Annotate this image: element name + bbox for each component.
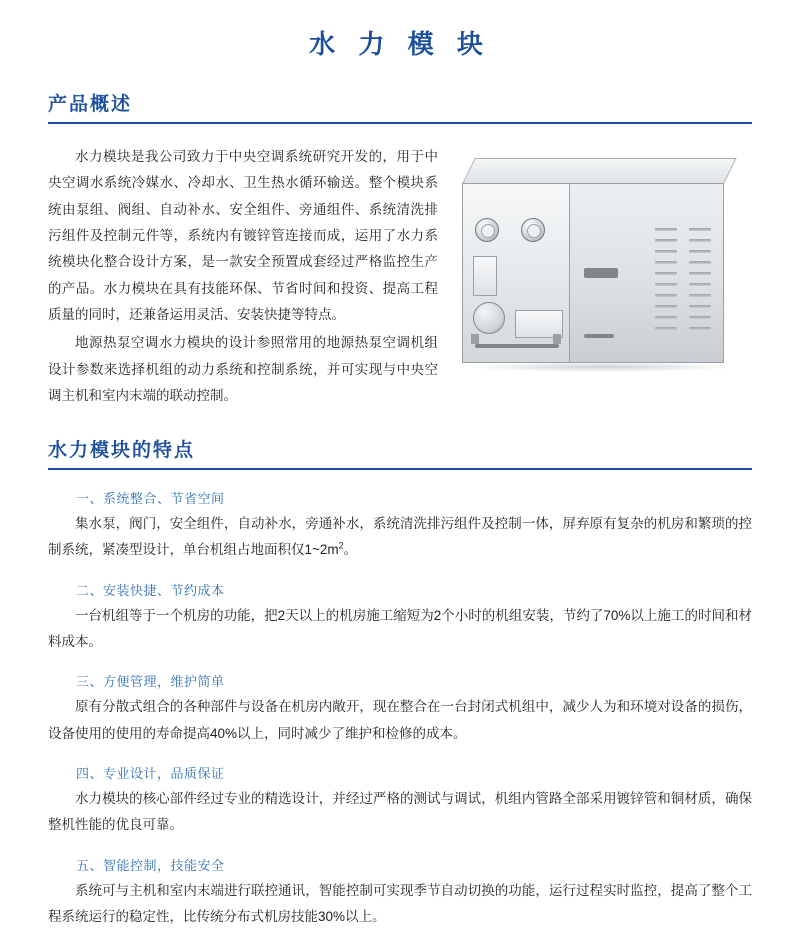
overview-paragraph-1: 水力模块是我公司致力于中央空调系统研究开发的，用于中央空调水系统冷媒水、冷却水、卫生热水循环输送。整个模块系统由泵组、阀组、自动补水、安全组件、旁通组件、系统清洗排污组件及控制元件等，系统内有镀锌管连接而成，运用了水力系统模块化整合设计方案，是一款安全预置成套经过严格监控生产的产品。水力模块在具有技能环保、节省时间和投资、提高工程质量的同时，还兼备运用灵活、安装快捷等特点。 [48,149,438,322]
feature-item [48,580,752,656]
feature-body-text: 水力模块的核心部件经过专业的精选设计，并经过严格的测试与调试，机组内管路全部采用镀锌管和铜材质，确保整机性能的优良可靠。 [48,791,752,833]
side-vent-slot [584,334,614,338]
feature-body [48,511,752,564]
control-panel-box [473,256,497,296]
machine-shadow [470,362,732,372]
machine-top-panel [462,158,737,184]
machine-leg-right [553,334,561,344]
section-divider-features [48,468,752,470]
feature-body-tail: 。 [343,542,358,558]
feature-body-text: 原有分散式组合的各种部件与设备在机房内敞开，现在整合在一台封闭式机组中，减少人为和环境对设备的损伤，设备使用的使用的寿命提高40%以上，同时减少了维护和检修的成本。 [48,699,752,741]
pressure-gauge-icon [475,218,499,242]
feature-body [48,786,752,839]
feature-title: 二、安装快捷、节约成本 [76,582,225,598]
overview-text [48,144,438,409]
side-louver-column-left [655,228,677,348]
side-louver-column-right [689,228,711,348]
machine-leg-left [471,334,479,344]
feature-body [48,878,752,930]
machine-front-panel [462,183,570,363]
feature-item [48,763,752,839]
feature-title: 三、方便管理，维护简单 [76,674,225,690]
feature-body-text: 集水泵，阀门，安全组件，自动补水，旁通补水，系统清洗排污组件及控制一体，屏弃原有复杂的机房和繁琐的控制系统，紧凑型设计，单台机组占地面积仅1~2m [48,516,752,558]
section-divider-overview [48,122,752,124]
feature-title: 四、专业设计，品质保证 [76,766,225,781]
valve-knob-icon [473,302,505,334]
section-title-overview: 产品概述 [48,94,133,115]
feature-superscript: 2 [338,540,344,551]
front-vent-slot [475,344,559,348]
section-header-overview [48,89,752,124]
feature-body [48,694,752,747]
feature-title: 一、系统整合、节省空间 [76,491,225,507]
overview-section [48,144,752,409]
section-header-features [48,435,752,470]
product-image [452,150,752,390]
overview-paragraph-2: 地源热泵空调水力模块的设计参照常用的地源热泵空调机组设计参数来选择机组的动力系统和控制系统，并可实现与中央空调主机和室内末端的联动控制。 [48,335,438,403]
feature-body [48,603,752,656]
feature-item [48,855,752,930]
feature-title: 五、智能控制，技能安全 [76,857,225,873]
side-handle-slot [584,268,618,278]
feature-body-text: 系统可与主机和室内末端进行联控通讯，智能控制可实现季节自动切换的功能，运行过程实时监控，提高了整个工程系统运行的稳定性，比传统分布式机房技能30%以上。 [48,882,752,924]
feature-body-text: 一台机组等于一个机房的功能，把2天以上的机房施工缩短为2个小时的机组安装，节约了70%以上施工的时间和材料成本。 [48,607,752,650]
machine-side-panel [569,183,724,363]
feature-item [48,488,752,564]
section-title-features: 水力模块的特点 [48,440,196,462]
feature-item [48,671,752,747]
features-list [48,488,752,930]
machine-illustration [452,150,752,390]
temperature-gauge-icon [521,218,545,242]
page-title: 水 力 模 块 [309,29,491,59]
